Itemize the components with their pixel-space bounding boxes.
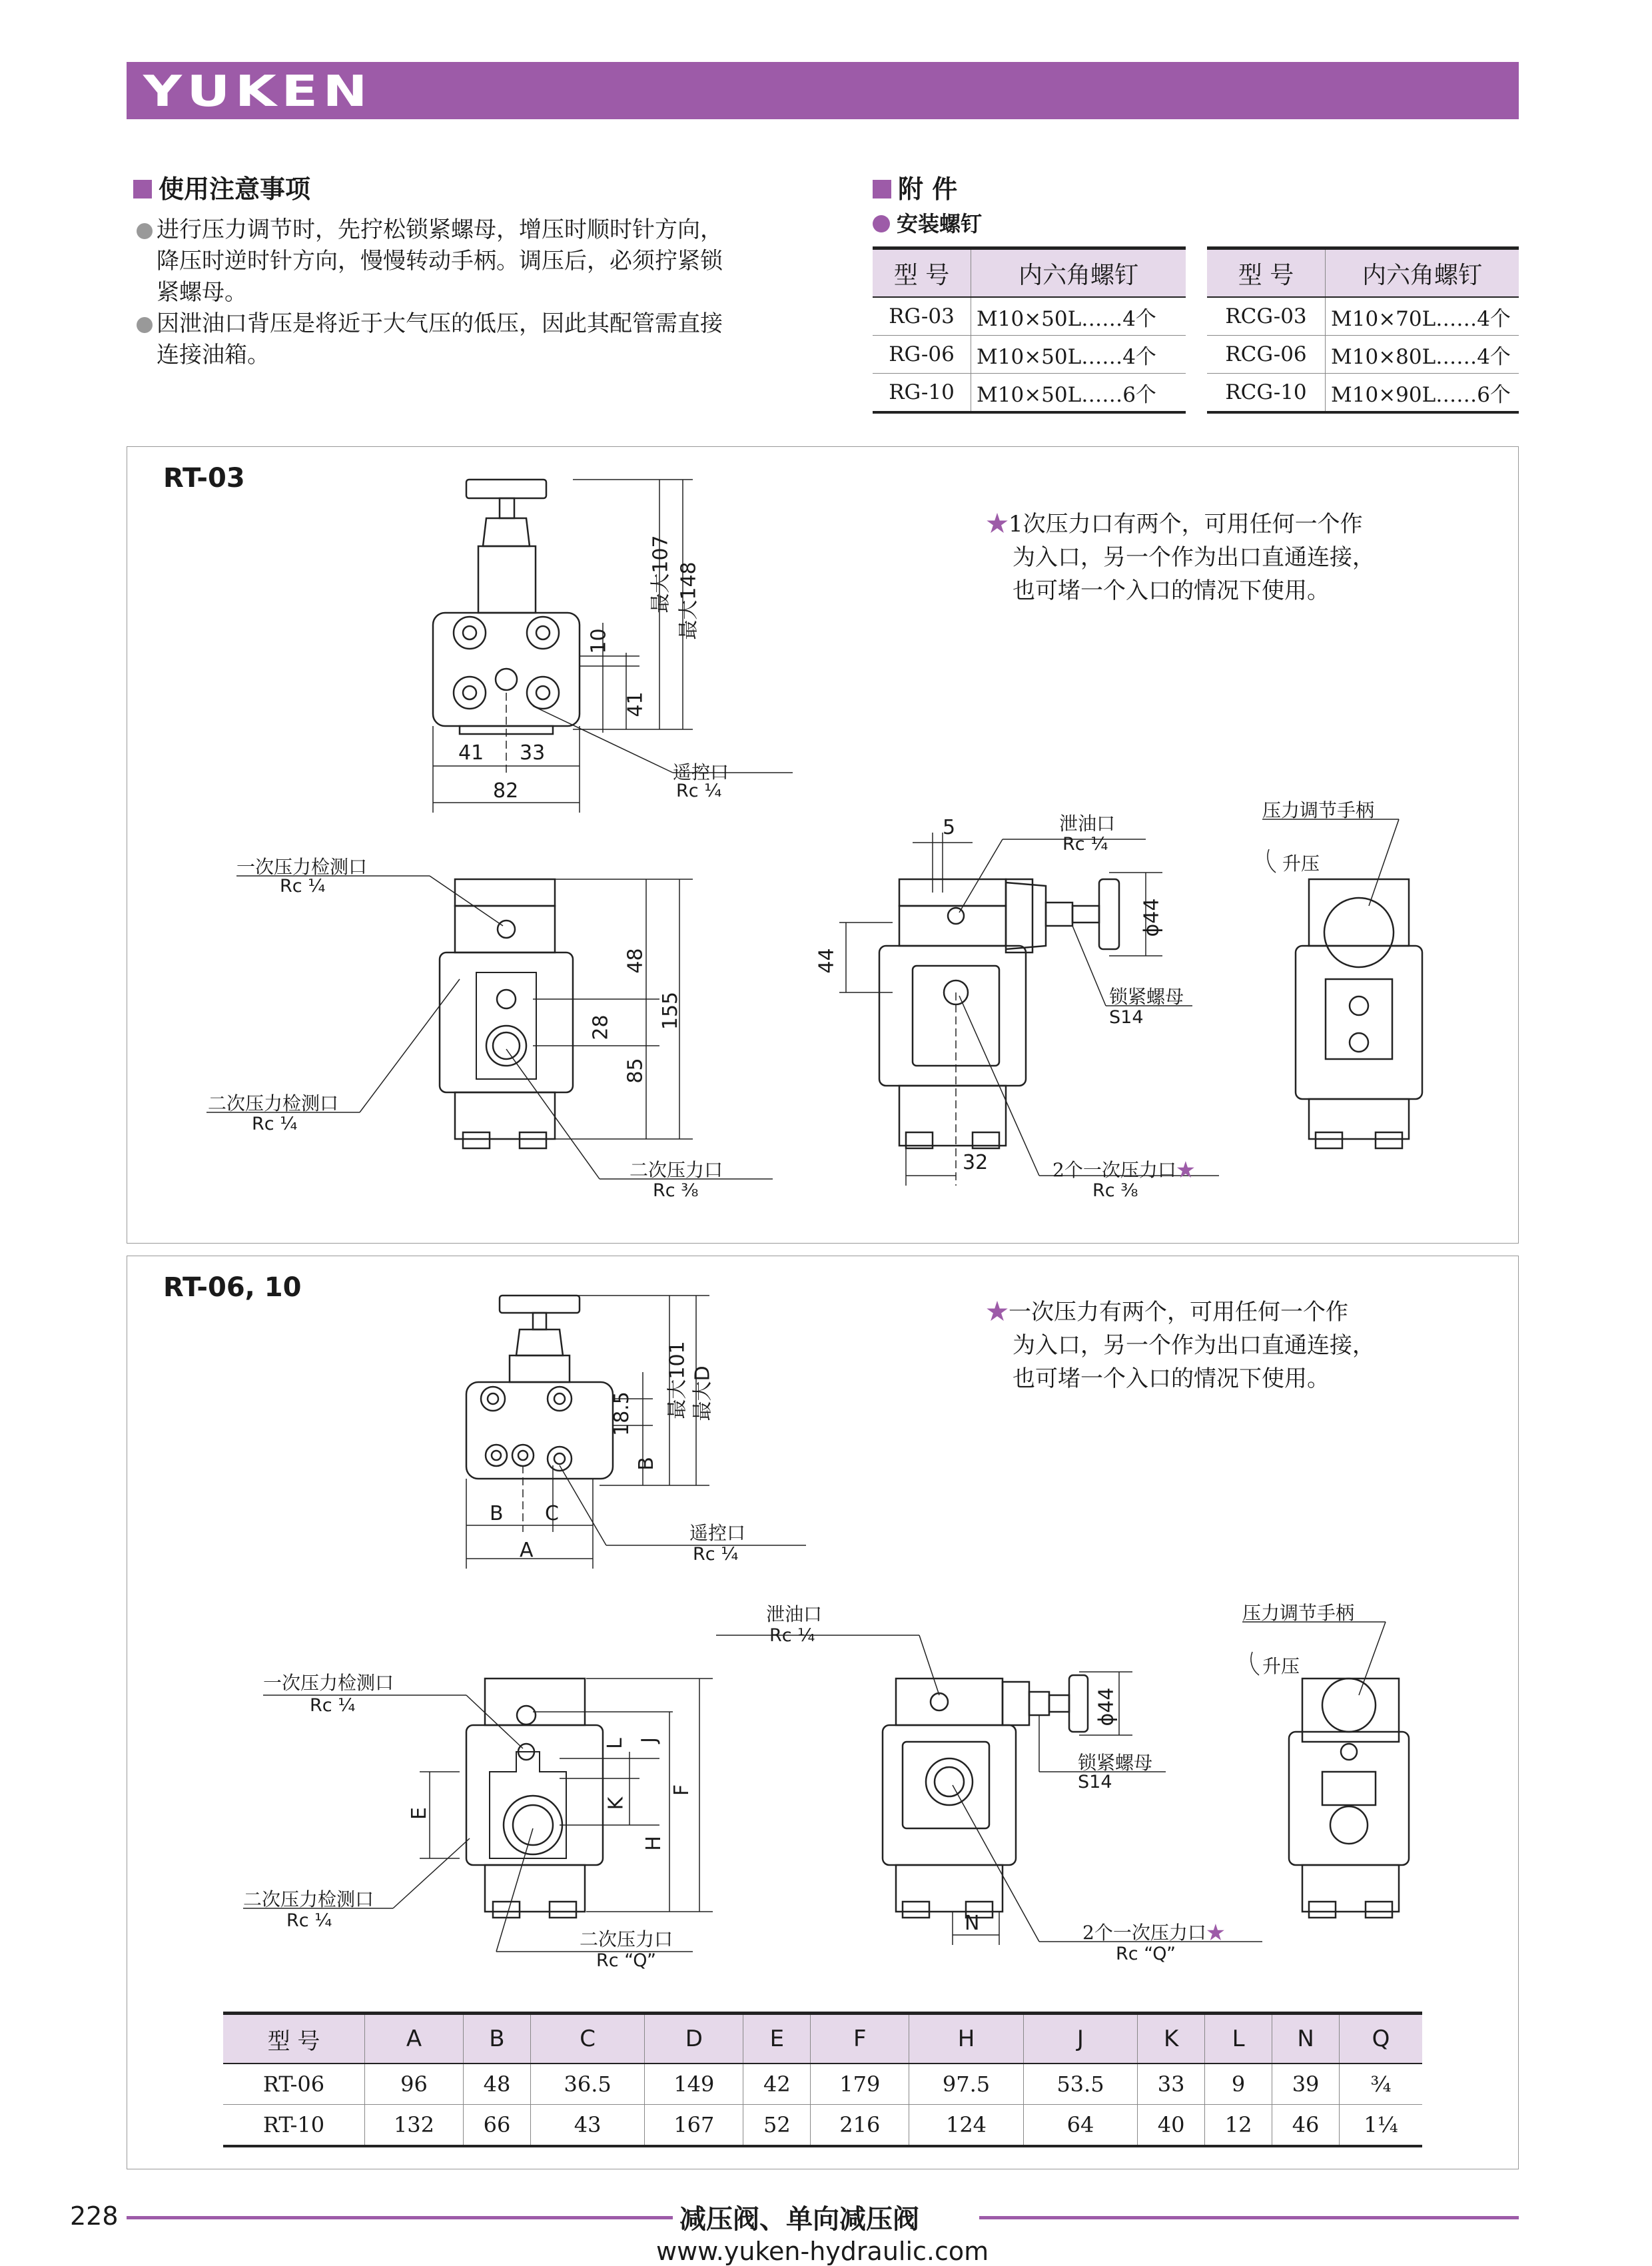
- dim-label: 41: [623, 691, 647, 717]
- dim-label: 85: [623, 1058, 647, 1084]
- dim-label: 最大107: [649, 535, 673, 613]
- remote-port-label: 遥控口: [673, 761, 729, 783]
- star-icon: ★: [986, 1299, 1009, 1325]
- table-row: RCG-06 M10×80L……4个: [1207, 336, 1519, 374]
- footer-title: 减压阀、单向减压阀: [679, 2204, 919, 2235]
- raise-label: 升压: [1282, 853, 1320, 875]
- locknut-label: 锁紧螺母: [1078, 1752, 1153, 1774]
- accessories-heading: [873, 175, 957, 204]
- raise-label: 升压: [1262, 1655, 1300, 1677]
- rt03-side-view: [839, 833, 1219, 1186]
- dim-label: 44: [815, 948, 839, 974]
- dim-label: 33: [520, 741, 546, 765]
- p1-check-label: 一次压力检测口: [263, 1672, 394, 1694]
- brand-logo: YUKEN: [143, 67, 372, 117]
- star-icon: ★: [1176, 1159, 1195, 1181]
- p1-ports-label: 2个一次压力口★: [1052, 1159, 1195, 1181]
- dim-label: J: [637, 1737, 661, 1743]
- dot-bullet-icon: [873, 215, 890, 232]
- table-header-row: 型 号 A B C D E F H J K L N Q: [223, 2014, 1422, 2064]
- footer-rule-right: [979, 2216, 1519, 2219]
- dim-label: B: [490, 1502, 504, 1525]
- p2-check-label: 二次压力检测口: [208, 1092, 339, 1114]
- star-icon: ★: [1206, 1922, 1225, 1944]
- p1-ports-label: 2个一次压力口★: [1082, 1922, 1225, 1944]
- handle-label: 压力调节手柄: [1262, 799, 1375, 821]
- notes-title: 使用注意事项: [159, 175, 311, 204]
- dim-label: 10: [587, 628, 611, 654]
- bolt-table-left: 型 号 内六角螺钉 RG-03 M10×50L……4个 RG-06 M10×50L……4个 RG-10 M10×50L……6个: [873, 246, 1186, 414]
- rt03-star-note: ★1次压力口有两个，可用任何一个作 为入口，另一个作为出口直通连接， 也可堵一个入口的情况下使用。: [986, 511, 1375, 604]
- dim-label: F: [670, 1784, 694, 1796]
- dim-label: 32: [963, 1151, 989, 1174]
- dim-label: B: [634, 1457, 658, 1471]
- dim-label: 48: [623, 948, 647, 974]
- dim-label: K: [604, 1796, 628, 1810]
- note-item: 因泄油口背压是将近于大气压的低压，因此其配管需直接: [137, 308, 816, 340]
- dot-bullet-icon: [137, 317, 153, 333]
- rt06-top-view: [466, 1296, 806, 1569]
- dim-label: ϕ44: [1140, 898, 1164, 937]
- footer-url[interactable]: www.yuken-hydraulic.com: [656, 2237, 989, 2266]
- rt06-title: RT-06, 10: [163, 1272, 302, 1303]
- rt06-side-view: [716, 1635, 1262, 1945]
- dim-label: 最大D: [691, 1365, 715, 1421]
- star-icon: ★: [986, 511, 1009, 538]
- table-row: RCG-10 M10×90L……6个: [1207, 374, 1519, 413]
- table-row: RG-06 M10×50L……4个: [873, 336, 1186, 374]
- square-bullet-icon: [873, 180, 891, 198]
- notes-heading: [133, 175, 310, 204]
- dim-label: 最大148: [677, 562, 701, 640]
- footer-rule-left: [127, 2216, 673, 2219]
- square-bullet-icon: [133, 180, 152, 198]
- dim-label: 18.5: [610, 1391, 633, 1436]
- table-row: RT-10 132 66 43 167 52 216 124 64 40 12 46 1¼: [223, 2105, 1422, 2147]
- rt03-drawing: [127, 446, 1519, 1242]
- rt03-title: RT-03: [163, 463, 245, 494]
- table-row: RG-10 M10×50L……6个: [873, 374, 1186, 413]
- page-number: 228: [70, 2201, 119, 2231]
- dim-label: A: [520, 1539, 534, 1562]
- accessories-title: 附 件: [898, 175, 958, 204]
- locknut-label: 锁紧螺母: [1109, 986, 1184, 1008]
- table-row: RG-03 M10×50L……4个: [873, 297, 1186, 336]
- p2-port-label: 二次压力口: [629, 1159, 723, 1181]
- remote-port-label: 遥控口: [689, 1522, 746, 1544]
- dim-label: 5: [943, 816, 956, 839]
- rt03-top-view: [433, 480, 793, 813]
- accessories-subheading: 安装螺钉: [873, 209, 982, 238]
- dim-label: N: [965, 1912, 980, 1935]
- p1-check-label: 一次压力检测口: [236, 856, 368, 878]
- dim-label: C: [545, 1502, 559, 1525]
- notes-list: 进行压力调节时，先拧松锁紧螺母，增压时顺时针方向， 降压时逆时针方向，慢慢转动手柄。调压后，必须拧紧锁 紧螺母。 因泄油口背压是将近于大气压的低压，因此其配管需直接 连接油箱。: [137, 214, 816, 371]
- bolt-table-right: 型 号 内六角螺钉 RCG-03 M10×70L……4个 RCG-06 M10×80L……4个 RCG-10 M10×90L……6个: [1207, 246, 1519, 414]
- note-item: 进行压力调节时，先拧松锁紧螺母，增压时顺时针方向，: [137, 214, 816, 246]
- p2-check-label: 二次压力检测口: [243, 1888, 374, 1910]
- dim-label: 41: [458, 741, 484, 765]
- dim-label: 82: [493, 779, 519, 803]
- dim-label: 28: [589, 1014, 613, 1040]
- rt06-star-note: ★一次压力有两个，可用任何一个作 为入口，另一个作为出口直通连接， 也可堵一个入口的情况下使用。: [986, 1299, 1375, 1392]
- dim-label: 最大101: [665, 1341, 689, 1419]
- table-row: RCG-03 M10×70L……4个: [1207, 297, 1519, 336]
- handle-label: 压力调节手柄: [1242, 1602, 1355, 1624]
- dot-bullet-icon: [137, 223, 153, 239]
- p2-port-label: 二次压力口: [580, 1928, 673, 1950]
- dimension-table: [223, 2012, 1422, 2147]
- dim-label: 155: [659, 991, 683, 1030]
- drain-port-label: 泄油口: [1059, 813, 1116, 835]
- dim-label: L: [603, 1738, 627, 1749]
- dim-label: ϕ44: [1094, 1687, 1118, 1726]
- dim-label: E: [407, 1807, 431, 1820]
- dim-label: H: [641, 1836, 665, 1851]
- drain-port-label: 泄油口: [766, 1603, 823, 1625]
- table-row: RT-06 96 48 36.5 149 42 179 97.5 53.5 33 9 39 ¾: [223, 2064, 1422, 2105]
